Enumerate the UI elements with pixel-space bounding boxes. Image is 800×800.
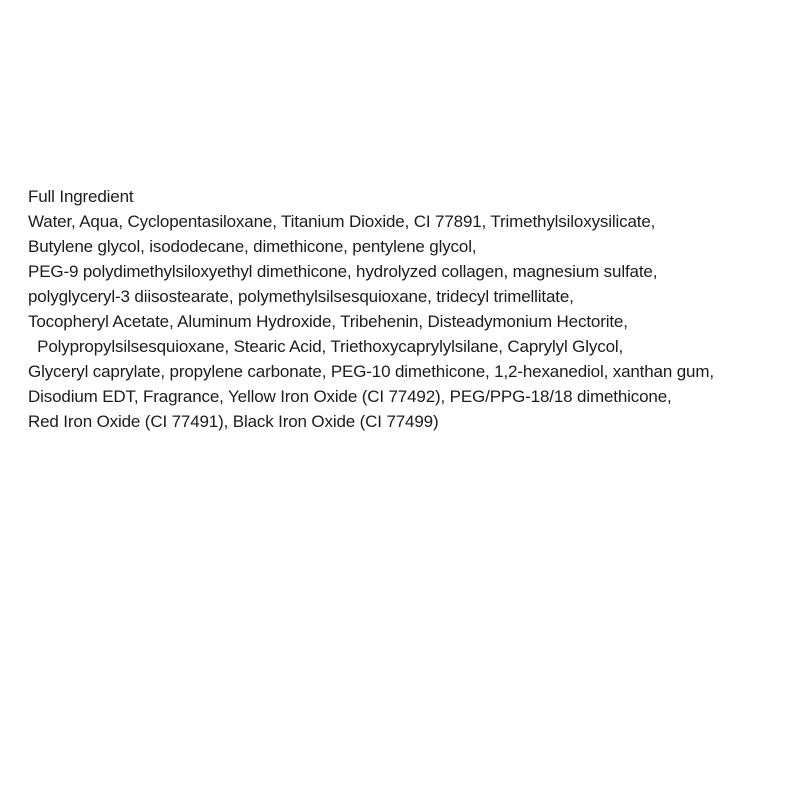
ingredients-heading: Full Ingredient (28, 187, 134, 206)
ingredient-line: Disodium EDT, Fragrance, Yellow Iron Oxide (CI 77492), PEG/PPG-18/18 dimethicone, (28, 387, 672, 406)
ingredient-line: Polypropylsilsesquioxane, Stearic Acid, Triethoxycaprylylsilane, Caprylyl Glycol, (28, 337, 624, 356)
ingredient-line: polyglyceryl-3 diisostearate, polymethylsilsesquioxane, tridecyl trimellitate, (28, 287, 574, 306)
ingredients-list (28, 184, 796, 434)
ingredient-line: Tocopheryl Acetate, Aluminum Hydroxide, Tribehenin, Disteadymonium Hectorite, (28, 312, 628, 331)
ingredient-line: Butylene glycol, isododecane, dimethicone, pentylene glycol, (28, 237, 477, 256)
ingredient-line: Glyceryl caprylate, propylene carbonate, PEG-10 dimethicone, 1,2-hexanediol, xanthan gum, (28, 362, 714, 381)
ingredient-line: PEG-9 polydimethylsiloxyethyl dimethicone, hydrolyzed collagen, magnesium sulfate, (28, 262, 658, 281)
ingredient-line: Water, Aqua, Cyclopentasiloxane, Titanium Dioxide, CI 77891, Trimethylsiloxysilicate, (28, 212, 656, 231)
ingredient-line: Red Iron Oxide (CI 77491), Black Iron Oxide (CI 77499) (28, 412, 439, 431)
